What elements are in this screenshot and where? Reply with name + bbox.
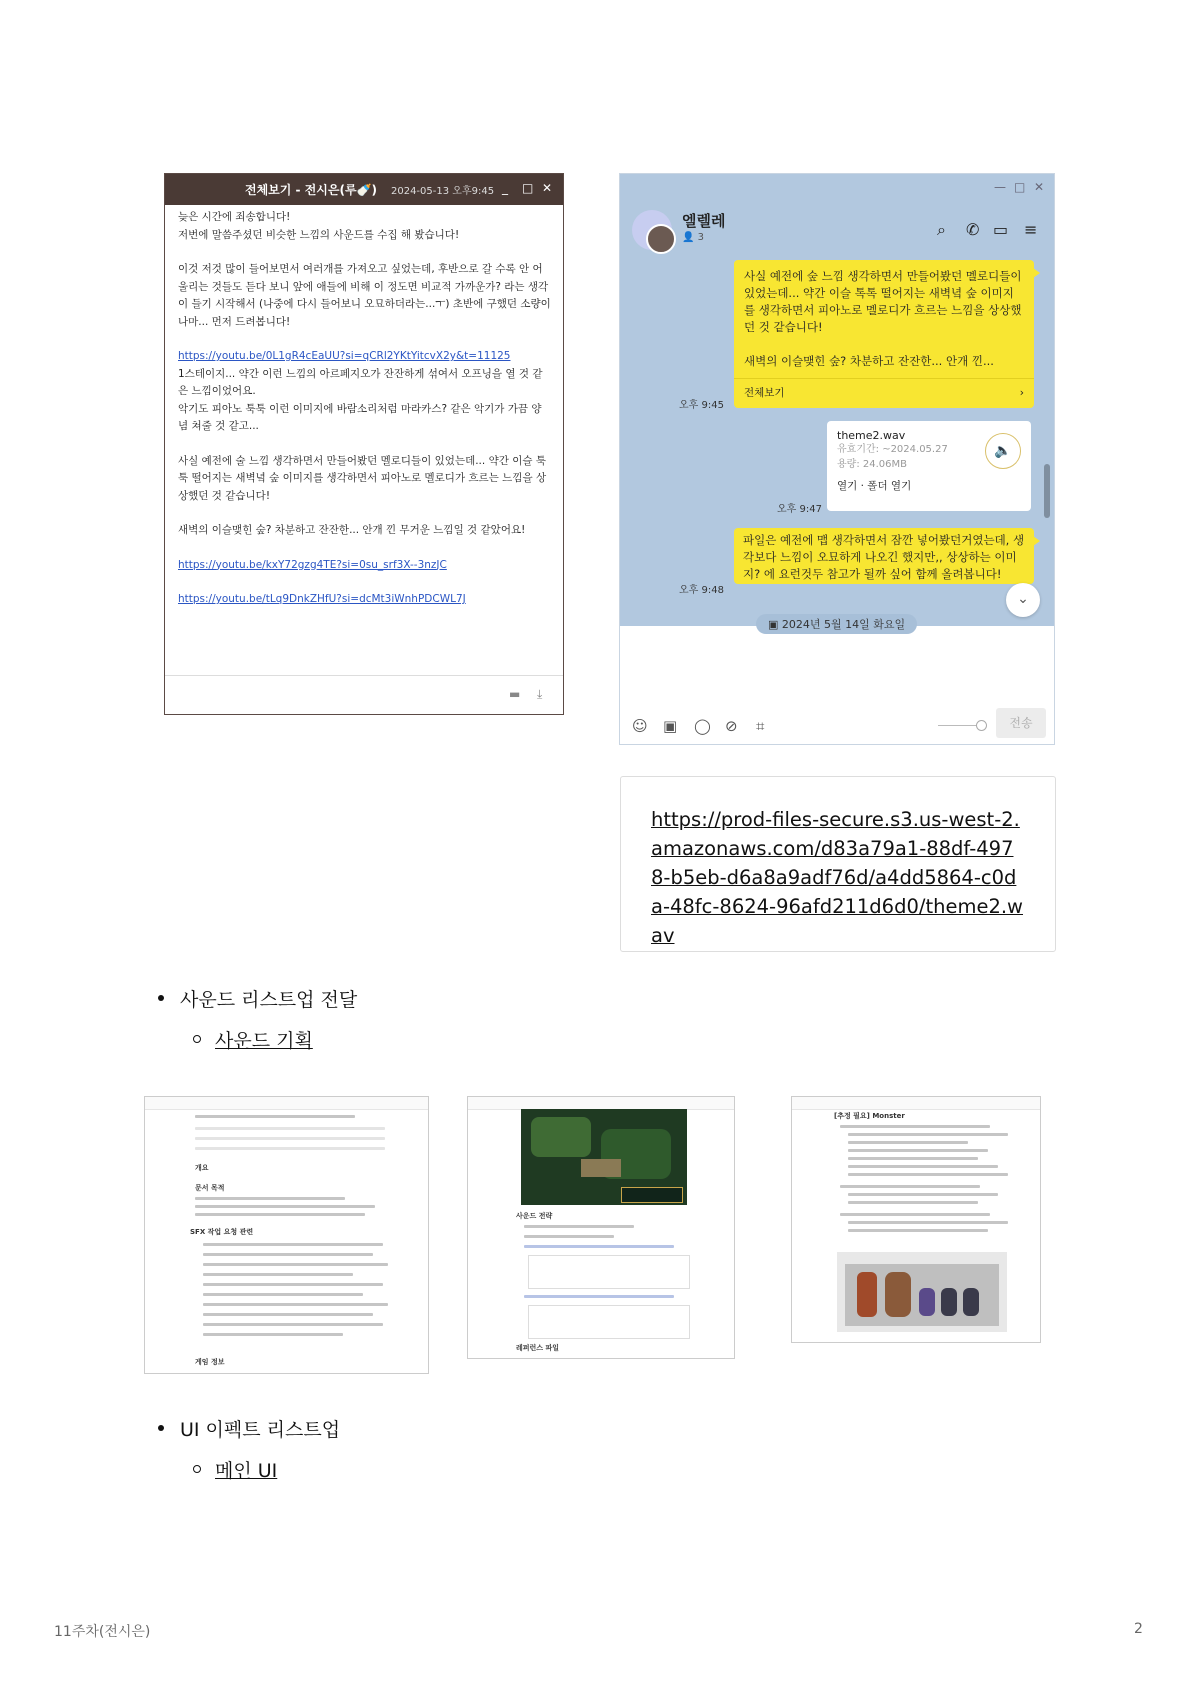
text-line xyxy=(203,1253,373,1256)
link-line xyxy=(524,1295,674,1298)
doc-heading: SFX 작업 요청 관련 xyxy=(190,1228,254,1236)
close-icon[interactable]: ✕ xyxy=(542,181,553,195)
doc-heading: 레퍼런스 파일 xyxy=(516,1344,560,1352)
send-button[interactable]: 전송 xyxy=(996,708,1046,738)
message-time: 오후 9:47 xyxy=(777,504,822,515)
doc-heading: 사운드 전략 xyxy=(516,1212,553,1220)
text-line xyxy=(203,1323,383,1326)
thumbnail-toolbar xyxy=(145,1097,428,1110)
text-line xyxy=(203,1293,363,1296)
bullet-text: 사운드 리스트업 전달 xyxy=(180,989,358,1011)
text-line xyxy=(840,1125,990,1128)
message-text: 파일은 예전에 맵 생각하면서 잠깐 넣어봤던거였는데, 생각보다 느낌이 오묘하게 나오긴 했지만,, 상상하는 이미지? 에 요런것두 참고가 될까 싶어 함께 올려봅니다! xyxy=(743,533,1025,581)
calendar-icon[interactable]: ▣ xyxy=(663,717,678,735)
file-name: theme2.wav xyxy=(837,429,906,442)
link-preview xyxy=(528,1305,690,1339)
youtube-link[interactable]: https://youtu.be/tLq9DnkZHfU?si=dcMt3iWnhPDCWL7J xyxy=(178,593,466,605)
youtube-link[interactable]: https://youtu.be/0L1gR4cEaUU?si=qCRl2YKtYitcvX2y&t=11125 xyxy=(178,350,511,362)
text-line xyxy=(203,1283,383,1286)
folder-icon[interactable]: ▬ xyxy=(509,687,521,701)
message-paragraph: 새벽의 이슬맺힌 숲? 차분하고 잔잔한... 안개 낀 무거운 느낌일 것 같았어요! xyxy=(178,524,526,536)
text-line xyxy=(848,1221,1008,1224)
crop-icon[interactable]: ⌗ xyxy=(756,717,765,735)
text-line xyxy=(524,1235,614,1238)
file-size: 용량: 24.06MB xyxy=(837,459,907,470)
thumbnail-toolbar xyxy=(792,1097,1040,1110)
emoji-icon[interactable]: ☺ xyxy=(632,717,648,735)
text-line xyxy=(848,1229,988,1232)
message-bubble[interactable] xyxy=(734,528,1034,584)
window-titlebar xyxy=(165,174,563,205)
main-ui-link[interactable]: 메인 UI xyxy=(215,1460,278,1482)
text-line xyxy=(195,1115,355,1118)
text-line xyxy=(524,1225,634,1228)
maximize-icon[interactable]: □ xyxy=(522,181,534,195)
bubble-tail xyxy=(1033,268,1040,278)
full-view-footer xyxy=(165,675,563,714)
download-icon[interactable]: ⤓ xyxy=(537,687,543,701)
text-line xyxy=(848,1193,998,1196)
scroll-down-button[interactable]: ⌄ xyxy=(1006,583,1040,617)
message-datetime: 2024-05-13 오후9:45 xyxy=(390,186,495,197)
doc-heading: 문서 목적 xyxy=(195,1184,225,1192)
message-bubble[interactable] xyxy=(734,260,1034,408)
text-line xyxy=(203,1263,388,1266)
minimize-icon[interactable]: _ xyxy=(502,181,508,195)
bullet-dot xyxy=(158,995,164,1001)
file-url-card xyxy=(620,776,1056,952)
text-line xyxy=(848,1157,978,1160)
file-attachment-card[interactable] xyxy=(827,421,1031,511)
text-line xyxy=(848,1173,1008,1176)
table-row xyxy=(195,1147,385,1150)
opacity-slider[interactable] xyxy=(938,725,982,726)
bullet-text: UI 이펙트 리스트업 xyxy=(180,1419,341,1441)
bullet-item xyxy=(180,985,357,1012)
speaker-icon[interactable]: 🔈 xyxy=(985,433,1021,469)
table-row xyxy=(195,1137,385,1140)
footer-document-title: 11주차(전시은) xyxy=(54,1624,151,1640)
message-paragraph: 이것 저것 많이 들어보면서 여러개를 가져오고 싶었는데, 후반으로 갈 수록 안 어울리는 것들도 듣다 보니 앞에 애들에 비해 이 정도면 비교적 가까운가? 라는 생각이 들기 시작해서 (나중에 다시 들어보니 오묘하더라는...ㅜ) 초반에 구했던 소량이나마... 먼저 드려봅니다! xyxy=(178,263,551,328)
bullet-item xyxy=(180,1415,340,1442)
bullet-subitem xyxy=(215,1026,313,1053)
video-icon[interactable]: ▭ xyxy=(993,220,1009,239)
file-url-link[interactable]: https://prod-files-secure.s3.us-west-2.amazonaws.com/d83a79a1-88df-4978-b5eb-d6a8a9adf76d/a4dd5864-c0da-48fc-8624-96afd211d6d0/theme2.wav xyxy=(651,808,1023,947)
chat-window xyxy=(619,173,1055,745)
file-actions[interactable]: 열기 · 폴더 열기 xyxy=(837,480,912,492)
file-expiry: 유효기간: ~2024.05.27 xyxy=(837,444,948,455)
doc-heading: 게임 정보 xyxy=(195,1358,225,1366)
text-line xyxy=(848,1141,968,1144)
link-preview xyxy=(528,1255,690,1289)
attach-icon[interactable]: ⊘ xyxy=(725,717,738,735)
text-line xyxy=(195,1197,345,1200)
text-line xyxy=(195,1213,365,1216)
text-line xyxy=(848,1165,998,1168)
text-line xyxy=(840,1213,990,1216)
message-text: 사실 예전에 숲 느낌 생각하면서 만들어봤던 멜로디들이 있었는데... 약간 이슬 톡톡 떨어지는 새벽녘 숲 이미지를 생각하면서 피아노로 멜로디가 흐르는 느낌을 상상했던 것 같습니다! xyxy=(744,269,1022,334)
close-icon[interactable]: ✕ xyxy=(1034,180,1045,194)
bullet-subitem xyxy=(215,1456,277,1483)
member-count: 👤 3 xyxy=(682,232,705,243)
screenshot-thumbnail[interactable] xyxy=(144,1096,429,1374)
full-view-window xyxy=(164,173,564,715)
message-time: 오후 9:45 xyxy=(679,400,724,411)
minimize-icon[interactable]: — xyxy=(994,180,1006,194)
chat-room-name: 엘렐레 xyxy=(682,212,726,230)
message-text: 새벽의 이슬맺힌 숲? 차분하고 잔잔한... 안개 낀... xyxy=(744,354,994,368)
text-line xyxy=(203,1333,343,1336)
screenshot-thumbnail[interactable] xyxy=(791,1096,1041,1343)
message-paragraph: 1스테이지... 약간 이런 느낌의 아르페지오가 잔잔하게 섞여서 오프닝을 열 것 같은 느낌이었어요. 악기도 피아노 툭툭 이런 이미지에 바람소리처럼 마라카스? 같은 악기가 가끔 양념 쳐줄 것 같고... xyxy=(178,367,543,432)
view-all-link[interactable]: 전체보기 › xyxy=(734,378,1034,408)
phone-icon[interactable]: ✆ xyxy=(966,220,980,239)
scrollbar-thumb[interactable] xyxy=(1044,464,1050,518)
page-number: 2 xyxy=(1134,1621,1143,1637)
game-screenshot xyxy=(521,1109,687,1205)
maximize-icon[interactable]: □ xyxy=(1014,180,1026,194)
text-line xyxy=(848,1133,1008,1136)
menu-icon[interactable]: ≡ xyxy=(1024,220,1038,239)
text-line xyxy=(848,1149,988,1152)
member-avatar xyxy=(646,224,676,254)
text-line xyxy=(203,1243,383,1246)
full-view-body xyxy=(165,205,563,609)
message-time: 오후 9:48 xyxy=(679,585,724,596)
message-paragraph: 늦은 시간에 죄송합니다! 저번에 말씀주셨던 비슷한 느낌의 사운드를 수집 해 봤습니다! xyxy=(178,211,460,241)
link-line xyxy=(524,1245,674,1248)
doc-heading: [추정 필요] Monster xyxy=(834,1112,905,1120)
bullet-dot xyxy=(158,1425,164,1431)
youtube-link[interactable]: https://youtu.be/kxY72gzg4TE?si=0su_srf3X--3nzJC xyxy=(178,558,447,571)
text-line xyxy=(848,1201,978,1204)
bubble-tail xyxy=(1033,536,1040,546)
window-title: 전체보기 - 전시은(루🍼) xyxy=(245,183,377,197)
bullet-ring xyxy=(193,1465,201,1473)
search-icon[interactable]: ⌕ xyxy=(937,220,946,239)
text-line xyxy=(203,1303,388,1306)
bullet-ring xyxy=(193,1035,201,1043)
sound-plan-link[interactable]: 사운드 기획 xyxy=(215,1030,313,1052)
message-paragraph: 사실 예전에 술 느낌 생각하면서 만들어봤던 멜로디들이 있었는데... 약간 이슬 툭툭 떨어지는 새벽녘 숲 이미지를 생각하면서 피아노로 멜로디가 흐르는 느낌을 상상했던 것 같습니다! xyxy=(178,454,547,502)
doc-heading: 개요 xyxy=(195,1164,209,1172)
text-line xyxy=(195,1205,375,1208)
text-line xyxy=(840,1185,980,1188)
table-row xyxy=(195,1127,385,1130)
text-line xyxy=(203,1313,373,1316)
speech-icon[interactable]: ◯ xyxy=(694,717,711,735)
screenshot-thumbnail[interactable] xyxy=(467,1096,735,1359)
date-divider: ▣ 2024년 5월 14일 화요일 xyxy=(756,614,917,634)
text-line xyxy=(203,1273,353,1276)
character-artwork xyxy=(837,1252,1007,1332)
